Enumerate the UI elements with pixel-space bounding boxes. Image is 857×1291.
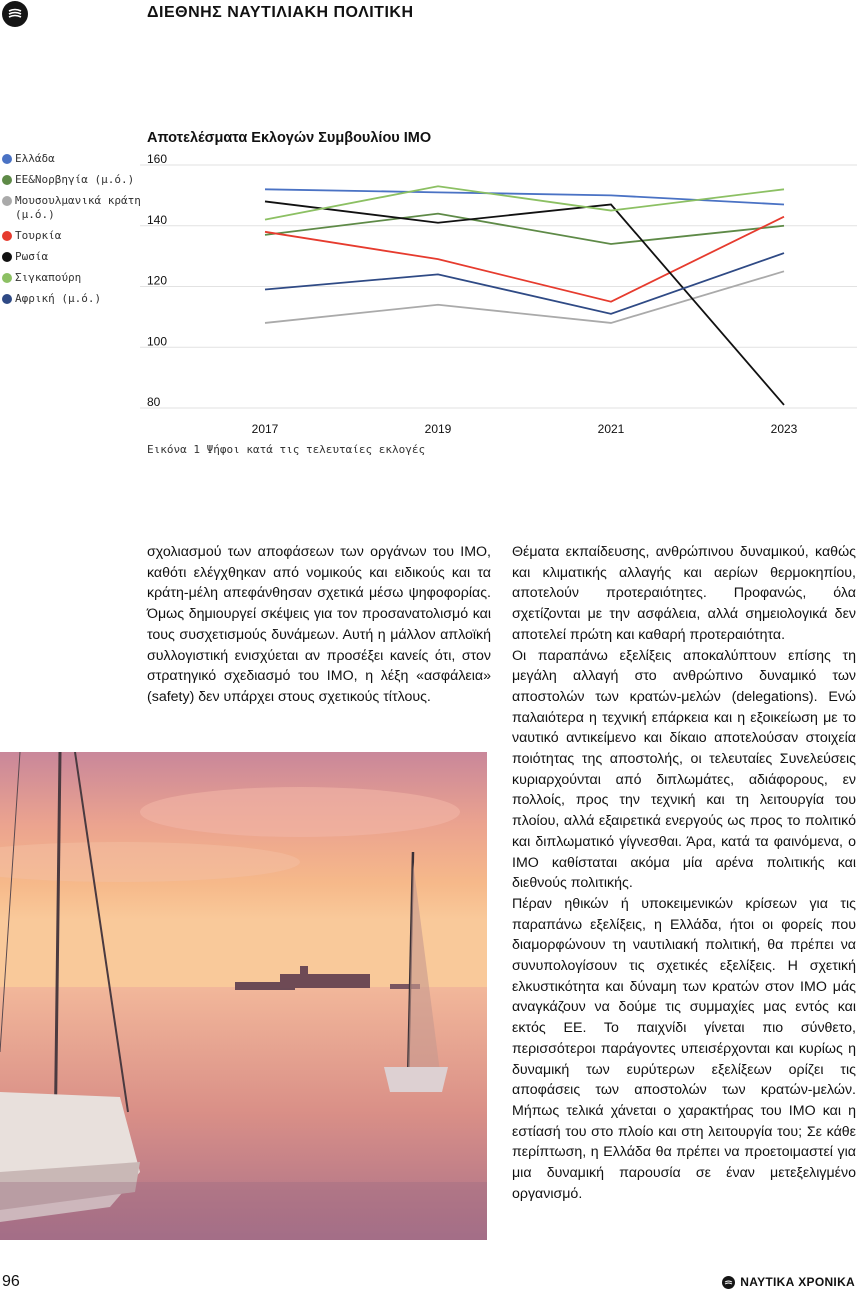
- article-column-left: [147, 542, 491, 708]
- legend-label: Ρωσία: [15, 250, 49, 263]
- y-tick-label: 80: [147, 395, 161, 409]
- legend-item-africa: [2, 292, 142, 306]
- article-paragraph: Πέραν ηθικών ή υποκειμενικών κρίσεων για τις παραπάνω εξελίξεις, η Ελλάδα, ήτοι οι φορείς που διαμορφώνουν τη ναυτιλιακή πολιτική, θα πρέπει να συνυπολογίσουν τις σχετικές εξελίξεις. Η σχετική ελκυστικότητα και δύναμη των κρατών στον ΙΜΟ μάς αναγκάζουν να δούμε τις συμμαχίες μας εντός και εκτός ΕΕ. Το παιχνίδι γίνεται πιο σύνθετο, περισσότεροι παράγοντες υπεισέρχονται και κυρίως η δυναμική των ευρύτερων εξελίξεων ορίζει τις αποφάσεις των αποστολών των κρατών-μελών. Μήπως τελικά χάνεται ο χαρακτήρας του ΙΜΟ και η εστίασή του στο πλοίο και στη λειτουργία του; Σε κάθε περίπτωση, η Ελλάδα θα πρέπει να προετοιμαστεί για μια δυναμική παρουσία σε έναν μετεξελιγμένο οργανισμό.: [512, 895, 856, 1202]
- y-tick-label: 120: [147, 273, 168, 288]
- legend-dot: [2, 175, 12, 185]
- section-title: ΔΙΕΘΝΗΣ ΝΑΥΤΙΛΙΑΚΗ ΠΟΛΙΤΙΚΗ: [147, 4, 414, 21]
- y-tick-label: 100: [147, 334, 168, 349]
- chart-legend: [2, 152, 142, 313]
- brand-logo-icon: [722, 1276, 735, 1289]
- legend-label: Τουρκία: [15, 229, 62, 242]
- legend-label: Αφρική (μ.ό.): [15, 292, 102, 305]
- legend-dot: [2, 154, 12, 164]
- y-tick-label: 140: [147, 212, 168, 227]
- x-tick-label: 2017: [251, 422, 279, 436]
- line-chart: [140, 150, 857, 440]
- legend-label: Μουσουλμανικά κράτη (μ.ό.): [15, 194, 141, 221]
- legend-dot: [2, 273, 12, 283]
- x-tick-label: 2023: [770, 422, 798, 436]
- legend-dot: [2, 231, 12, 241]
- page-number: 96: [2, 1273, 20, 1290]
- series-line-0: [265, 189, 784, 204]
- chart-title: Αποτελέσματα Εκλογών Συμβουλίου ΙΜΟ: [147, 130, 432, 146]
- legend-item-eu-norway: [2, 173, 142, 187]
- legend-item-turkey: [2, 229, 142, 243]
- legend-dot: [2, 252, 12, 262]
- legend-dot: [2, 196, 12, 206]
- y-tick-label: 160: [147, 152, 168, 166]
- legend-item-singapore: [2, 271, 142, 285]
- article-column-right: [512, 542, 856, 1205]
- legend-dot: [2, 294, 12, 304]
- legend-item-greece: [2, 152, 142, 166]
- legend-label: Σιγκαπούρη: [15, 271, 82, 284]
- article-paragraph: σχολιασμού των αποφάσεων των οργάνων του ΙΜΟ, καθότι ελέγχθηκαν από νομικούς και ειδικούς και τα κράτη-μέλη απεφάνθησαν σχετικά μέσω ψηφοφορίας. Όμως δημιουργεί σκέψεις για τον προσανατολισμό και τους συσχετισμούς δυνάμεων. Αυτή η μάλλον απλοϊκή συλλογιστική ενισχύεται αν προσέξει κανείς ότι, στον στρατηγικό σχεδιασμό του ΙΜΟ, η λέξη «ασφάλεια» (safety) δεν υπάρχει στους σχετικούς τίτλους.: [147, 544, 491, 705]
- x-tick-label: 2021: [597, 422, 625, 436]
- article-paragraph: Οι παραπάνω εξελίξεις αποκαλύπτουν επίσης τη μεγάλη αλλαγή στο ανθρώπινο δυναμικό των αποστολών των κρατών-μελών (delegations). Ενώ παλαιότερα η τεχνική επάρκεια και η εξοικείωση με το ναυτικό αντικείμενο και δίκαιο αποτελούσαν στοιχεία ποιότητας της αποστολής, οι τελευταίες Συνελεύσεις κυριαρχούνται από διπλωμάτες, αδιάφορους, εν πολλοίς, προς την τεχνική και τη λειτουργία του πλοίου, αλλά εξαιρετικά ενεργούς ως προς το πολιτικό και διπλωματικό γίγνεσθαι. Άρα, κατά τα φαινόμενα, ο ΙΜΟ καθίσταται ακόμα μία αρένα πολιτικής και διεθνούς πολιτικής.: [512, 647, 856, 892]
- series-line-6: [265, 253, 784, 314]
- sunset-sailboats-photo: [0, 752, 487, 1240]
- x-tick-label: 2019: [424, 422, 452, 436]
- magazine-logo-icon: [2, 1, 28, 27]
- series-line-1: [265, 214, 784, 244]
- legend-item-russia: [2, 250, 142, 264]
- brand-name: ΝΑΥΤΙΚΑ ΧΡΟΝΙΚΑ: [740, 1275, 855, 1289]
- legend-label: Ελλάδα: [15, 152, 55, 165]
- footer-brand: [722, 1275, 855, 1289]
- figure-caption: Εικόνα 1 Ψήφοι κατά τις τελευταίες εκλογές: [147, 443, 426, 456]
- legend-item-muslim-states: [2, 194, 142, 222]
- legend-label: ΕΕ&Νορβηγία (μ.ό.): [15, 173, 135, 186]
- series-line-4: [265, 201, 784, 405]
- article-paragraph: Θέματα εκπαίδευσης, ανθρώπινου δυναμικού, καθώς και κλιματικής αλλαγής και αερίων θερμοκηπίου, αποτελούν προτεραιότητες. Προφανώς, όλα σχετίζονται με την ασφάλεια, αλλά σημειολογικά δεν αποτελεί πρώτη και καθαρή προτεραιότητα.: [512, 544, 856, 643]
